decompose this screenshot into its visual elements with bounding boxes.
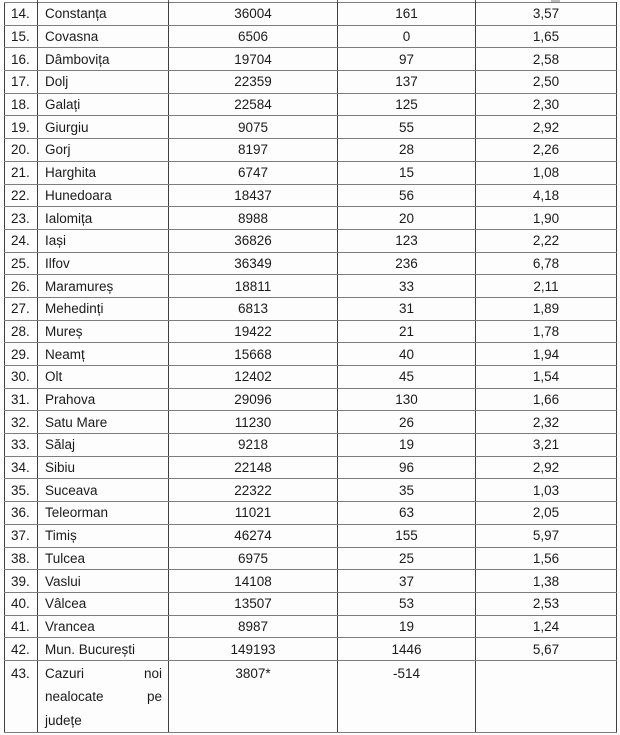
cases-total-cell: 8988 <box>169 207 338 230</box>
county-name-cell: Neamț <box>38 343 169 366</box>
table-row <box>5 547 617 570</box>
cases-new-cell: 15 <box>338 161 476 184</box>
incidence-rate-cell: 1,78 <box>476 320 617 343</box>
county-name-cell: Mun. București <box>38 638 169 661</box>
cases-total-cell: 36004 <box>169 3 338 26</box>
row-number-cell: 25. <box>5 252 38 275</box>
incidence-rate-cell: 2,22 <box>476 229 617 252</box>
cases-total-cell: 6813 <box>169 297 338 320</box>
row-number-cell: 36. <box>5 502 38 525</box>
table-row <box>5 3 617 26</box>
table-row <box>5 434 617 457</box>
row-number-cell: 35. <box>5 479 38 502</box>
row-number-cell: 22. <box>5 184 38 207</box>
cases-new-cell: 123 <box>338 229 476 252</box>
county-cases-table-body <box>5 3 617 733</box>
row-number-cell: 27. <box>5 297 38 320</box>
cases-new-cell: 53 <box>338 592 476 615</box>
row-number-cell: 31. <box>5 388 38 411</box>
cases-new-cell: 26 <box>338 411 476 434</box>
table-row <box>5 93 617 116</box>
county-name-cell: Mehedinți <box>38 297 169 320</box>
cases-new-cell: -514 <box>338 660 476 733</box>
county-name-cell: Maramureș <box>38 275 169 298</box>
row-number-cell: 24. <box>5 229 38 252</box>
cases-new-cell: 56 <box>338 184 476 207</box>
cases-new-cell: 137 <box>338 71 476 94</box>
county-name-cell: Satu Mare <box>38 411 169 434</box>
incidence-rate-cell: 1,56 <box>476 547 617 570</box>
cases-total-cell: 149193 <box>169 638 338 661</box>
cases-total-cell: 9075 <box>169 116 338 139</box>
county-name-cell: Vâlcea <box>38 592 169 615</box>
table-row <box>5 638 617 661</box>
cases-new-cell: 155 <box>338 524 476 547</box>
row-number-cell: 43. <box>5 660 38 733</box>
county-name-cell: Sălaj <box>38 434 169 457</box>
incidence-rate-cell: 2,50 <box>476 71 617 94</box>
county-name-cell: Hunedoara <box>38 184 169 207</box>
cases-total-cell: 22359 <box>169 71 338 94</box>
cases-new-cell: 19 <box>338 434 476 457</box>
table-row <box>5 343 617 366</box>
row-number-cell: 30. <box>5 366 38 389</box>
cases-new-cell: 37 <box>338 570 476 593</box>
table-row <box>5 71 617 94</box>
county-name-cell: Dolj <box>38 71 169 94</box>
table-row <box>5 366 617 389</box>
table-row <box>5 229 617 252</box>
incidence-rate-cell: 1,89 <box>476 297 617 320</box>
county-name-cell: Galați <box>38 93 169 116</box>
table-row <box>5 502 617 525</box>
incidence-rate-cell: 1,94 <box>476 343 617 366</box>
table-row <box>5 48 617 71</box>
table-row <box>5 275 617 298</box>
county-cases-table <box>4 2 617 733</box>
table-row <box>5 592 617 615</box>
cases-total-cell: 15668 <box>169 343 338 366</box>
row-number-cell: 23. <box>5 207 38 230</box>
cases-total-cell: 6747 <box>169 161 338 184</box>
county-name-cell: Covasna <box>38 25 169 48</box>
table-row <box>5 252 617 275</box>
cases-new-cell: 33 <box>338 275 476 298</box>
row-number-cell: 15. <box>5 25 38 48</box>
cases-total-cell: 19704 <box>169 48 338 71</box>
row-number-cell: 38. <box>5 547 38 570</box>
cases-new-cell: 236 <box>338 252 476 275</box>
incidence-rate-cell: 2,92 <box>476 456 617 479</box>
cases-total-cell: 3807* <box>169 660 338 733</box>
incidence-rate-cell: 6,78 <box>476 252 617 275</box>
row-number-cell: 18. <box>5 93 38 116</box>
row-number-cell: 14. <box>5 3 38 26</box>
cases-total-cell: 13507 <box>169 592 338 615</box>
cases-total-cell: 29096 <box>169 388 338 411</box>
cases-total-cell: 6975 <box>169 547 338 570</box>
cases-total-cell: 19422 <box>169 320 338 343</box>
table-row <box>5 570 617 593</box>
incidence-rate-cell: 2,05 <box>476 502 617 525</box>
table-row <box>5 411 617 434</box>
county-name-cell: Vrancea <box>38 615 169 638</box>
table-row <box>5 615 617 638</box>
table-row <box>5 297 617 320</box>
county-name-cell: Constanța <box>38 3 169 26</box>
row-number-cell: 16. <box>5 48 38 71</box>
county-name-cell: Teleorman <box>38 502 169 525</box>
incidence-rate-cell: 1,03 <box>476 479 617 502</box>
cases-total-cell: 18811 <box>169 275 338 298</box>
cases-new-cell: 130 <box>338 388 476 411</box>
cases-new-cell: 0 <box>338 25 476 48</box>
cases-new-cell: 20 <box>338 207 476 230</box>
cases-new-cell: 40 <box>338 343 476 366</box>
cases-total-cell: 36826 <box>169 229 338 252</box>
county-name-cell: Gorj <box>38 139 169 162</box>
incidence-rate-cell: 1,54 <box>476 366 617 389</box>
county-name-cell: Tulcea <box>38 547 169 570</box>
cases-new-cell: 31 <box>338 297 476 320</box>
table-row <box>5 161 617 184</box>
incidence-rate-cell: 2,11 <box>476 275 617 298</box>
incidence-rate-cell: 2,58 <box>476 48 617 71</box>
county-name-cell: Iași <box>38 229 169 252</box>
cases-new-cell: 97 <box>338 48 476 71</box>
cases-total-cell: 6506 <box>169 25 338 48</box>
cases-total-cell: 9218 <box>169 434 338 457</box>
county-name-cell: Suceava <box>38 479 169 502</box>
row-number-cell: 42. <box>5 638 38 661</box>
cases-new-cell: 161 <box>338 3 476 26</box>
table-row <box>5 25 617 48</box>
incidence-rate-cell: 3,57 <box>476 3 617 26</box>
county-name-cell: Ialomița <box>38 207 169 230</box>
row-number-cell: 21. <box>5 161 38 184</box>
county-name-cell: Prahova <box>38 388 169 411</box>
cases-new-cell: 25 <box>338 547 476 570</box>
cases-total-cell: 22322 <box>169 479 338 502</box>
incidence-rate-cell: 5,67 <box>476 638 617 661</box>
cases-total-cell: 11021 <box>169 502 338 525</box>
cases-new-cell: 55 <box>338 116 476 139</box>
incidence-rate-cell: 1,66 <box>476 388 617 411</box>
row-number-cell: 19. <box>5 116 38 139</box>
cases-total-cell: 12402 <box>169 366 338 389</box>
incidence-rate-cell: 5,97 <box>476 524 617 547</box>
county-name-cell: Ilfov <box>38 252 169 275</box>
cases-total-cell: 14108 <box>169 570 338 593</box>
incidence-rate-cell: 2,53 <box>476 592 617 615</box>
county-name-cell: Dâmbovița <box>38 48 169 71</box>
incidence-rate-cell: 1,90 <box>476 207 617 230</box>
table-row <box>5 320 617 343</box>
row-number-cell: 17. <box>5 71 38 94</box>
table-row <box>5 184 617 207</box>
cases-new-cell: 1446 <box>338 638 476 661</box>
table-row <box>5 479 617 502</box>
incidence-rate-cell: 1,24 <box>476 615 617 638</box>
county-name-cell: Vaslui <box>38 570 169 593</box>
cases-new-cell: 21 <box>338 320 476 343</box>
county-name-cell: Mureș <box>38 320 169 343</box>
incidence-rate-cell: 2,92 <box>476 116 617 139</box>
row-number-cell: 39. <box>5 570 38 593</box>
table-row <box>5 524 617 547</box>
cases-total-cell: 18437 <box>169 184 338 207</box>
cases-new-cell: 28 <box>338 139 476 162</box>
row-number-cell: 40. <box>5 592 38 615</box>
incidence-rate-cell: 1,65 <box>476 25 617 48</box>
row-number-cell: 29. <box>5 343 38 366</box>
cases-total-cell: 22148 <box>169 456 338 479</box>
county-name-cell: Cazuri noi nealocate pe județe <box>38 660 169 733</box>
incidence-rate-cell: 2,30 <box>476 93 617 116</box>
county-name-cell: Giurgiu <box>38 116 169 139</box>
incidence-rate-cell: 4,18 <box>476 184 617 207</box>
county-name-cell: Timiș <box>38 524 169 547</box>
incidence-rate-cell: 1,08 <box>476 161 617 184</box>
row-number-cell: 28. <box>5 320 38 343</box>
cases-total-cell: 8197 <box>169 139 338 162</box>
cases-new-cell: 96 <box>338 456 476 479</box>
incidence-rate-cell: 1,38 <box>476 570 617 593</box>
cases-total-cell: 11230 <box>169 411 338 434</box>
table-row <box>5 660 617 733</box>
cases-total-cell: 8987 <box>169 615 338 638</box>
county-name-cell: Olt <box>38 366 169 389</box>
cases-new-cell: 45 <box>338 366 476 389</box>
row-number-cell: 32. <box>5 411 38 434</box>
county-name-cell: Harghita <box>38 161 169 184</box>
table-row <box>5 388 617 411</box>
cases-new-cell: 125 <box>338 93 476 116</box>
row-number-cell: 33. <box>5 434 38 457</box>
table-row <box>5 116 617 139</box>
incidence-rate-cell: 3,21 <box>476 434 617 457</box>
incidence-rate-cell: 2,26 <box>476 139 617 162</box>
row-number-cell: 37. <box>5 524 38 547</box>
cases-new-cell: 35 <box>338 479 476 502</box>
table-row <box>5 207 617 230</box>
county-name-cell: Sibiu <box>38 456 169 479</box>
row-number-cell: 41. <box>5 615 38 638</box>
table-row <box>5 139 617 162</box>
row-number-cell: 20. <box>5 139 38 162</box>
table-row <box>5 456 617 479</box>
cases-total-cell: 46274 <box>169 524 338 547</box>
cases-total-cell: 36349 <box>169 252 338 275</box>
row-number-cell: 26. <box>5 275 38 298</box>
cases-new-cell: 63 <box>338 502 476 525</box>
incidence-rate-cell <box>476 660 617 733</box>
row-number-cell: 34. <box>5 456 38 479</box>
cases-new-cell: 19 <box>338 615 476 638</box>
cases-total-cell: 22584 <box>169 93 338 116</box>
incidence-rate-cell: 2,32 <box>476 411 617 434</box>
